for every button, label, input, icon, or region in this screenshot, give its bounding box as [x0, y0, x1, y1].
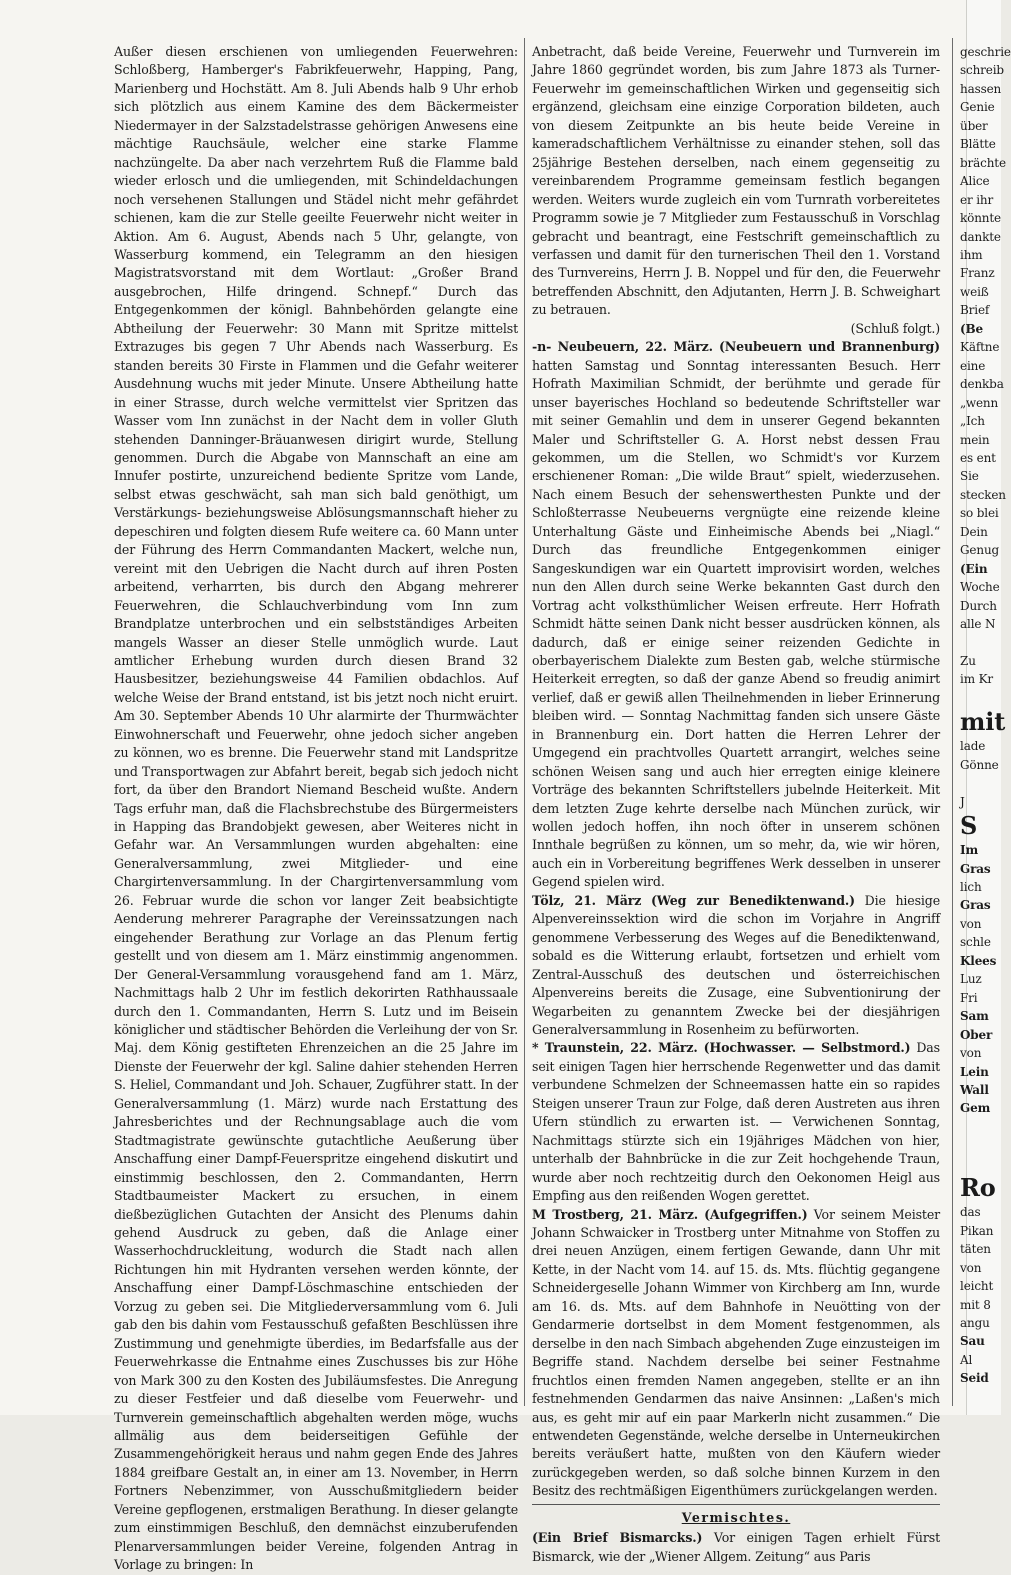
cropped-line: das	[960, 1205, 981, 1220]
cropped-line: denkba	[960, 377, 1004, 392]
body: Das seit einigen Tagen hier herrschende Regenwetter und das damit verbundene Schmelzen der Schneemassen hatte ein so rapides Steigen unserer Traun zur Folge, daß deren Austreten aus ihren Ufern stündlich zu erwarten ist. — Verwichenen Sonntag, Nachmittags stürzte sich ein 19jähriges Mädchen von hier, unterhalb der Bahnbrücke in die zur Zeit hochgehende Traun, wurde aber noch rechtzeitig durch den Oekonomen Heigl aus Empfing aus den reißenden Wogen gerettet.	[532, 1040, 940, 1204]
cropped-line: Ro	[960, 1173, 996, 1203]
cropped-line: Brief	[960, 303, 990, 318]
cropped-line	[960, 1136, 1000, 1154]
body: Vor einigen Tagen erhielt Fürst Bismarck, wie der „Wiener Allgem. Zeitung“ aus Paris	[532, 1530, 940, 1564]
body: Vor seinem Meister Johann Schwaicker in Trostberg unter Mitnahme von Stoffen zu drei neuen Anzügen, einem fertigen Gewande, dann Uhr mit Kette, in der Nacht vom 14. auf 15. ds. Mts. flüchtig gegangene Schneidergeselle Johann Wimmer von Kirchberg am Inn, wurde am 16. ds. Mts. auf dem Bahnhofe in Neuötting von der Gendarmerie dortselbst in dem Moment festgenommen, als derselbe in den nach Simbach abgehenden Zuge einzusteigen im Begriffe stand. Nachdem derselbe bei seiner Festnahme fruchtlos einen fremden Namen angegeben, stellte er an ihn festnehmenden Gendarmen das naive Ansinnen: „Laßen's mich aus, es geht mir auf ein paar Markerln nicht zusammen.“ Die entwendeten Gegenstände, welche derselbe in Unterneukirchen bereits veräußert hatte, mußten von den Käufern wieder zurückgegeben werden, so daß solche binnen Kurzem in den Besitz des rechtmäßigen Eigenthümers zurückgelangen werden.	[532, 1206, 941, 1499]
cropped-line: Sam	[960, 1009, 989, 1024]
cropped-line: (Be	[960, 321, 984, 336]
cropped-line: „wenn	[960, 395, 999, 410]
column-rule	[952, 38, 953, 1406]
subtitle: (Hochwasser. — Selbstmord.)	[703, 1040, 911, 1056]
cropped-line: Wall	[960, 1083, 989, 1098]
cropped-line: Franz	[960, 266, 995, 281]
subtitle: (Weg zur Benediktenwand.)	[650, 892, 855, 908]
section-divider	[532, 1504, 940, 1505]
cropped-line: könnte	[960, 211, 1001, 226]
cropped-line: Gönne	[960, 757, 999, 772]
cropped-line: mein	[960, 432, 990, 447]
section-heading-misc: Vermischtes.	[681, 1509, 791, 1525]
dateline: * Traunstein, 22. März.	[532, 1040, 698, 1056]
cropped-line: Blätte	[960, 137, 996, 152]
cropped-line: Genug	[960, 543, 1000, 558]
cropped-line: dankte	[960, 229, 1001, 244]
cropped-line: Sie	[960, 469, 979, 484]
article-trostberg	[532, 1206, 940, 1501]
cropped-line: Sau	[960, 1334, 985, 1349]
cropped-line: Durch	[960, 598, 997, 613]
cropped-line: lich	[960, 880, 982, 895]
cropped-line: eine	[960, 358, 986, 373]
cropped-line: (Ein	[960, 561, 988, 576]
cropped-line: so blei	[960, 506, 999, 521]
subtitle: (Neubeuern und Brannenburg)	[718, 339, 940, 355]
dateline: M Trostberg, 21. März.	[532, 1206, 698, 1222]
body: hatten Samstag und Sonntag interessanten Besuch. Herr Hofrath Maximilian Schmidt, der berühmte und gerade für unser bayerisches Hochland so bedeutende Schriftsteller war mit seiner Gemahlin und dem in unserer Gegend bekannten Maler und Schriftsteller G. A. Horst nebst dessen Frau gekommen, um die Stellen, wo Schmidt's vor Kurzem erschienener Roman: „Die wilde Braut“ spielt, wiederzusehen. Nach einem Besuch der sehenswerthesten Punkte und der Schloßterrasse Neubeuerns vergnügte eine reizende kleine Unterhaltung Gäste und Einheimische Abends bei „Niagl.“ Durch das freundliche Entgegenkommen einiger Sangeskundigen war ein Quartett improvisirt worden, welches nun den Allen durch seine Werke bekannten Gast durch den Vortrag acht volksthümlicher Weisen erfreute. Herr Hofrath Schmidt hätte seinen Dank nicht besser ausdrücken können, als dadurch, daß er einige seiner reizenden Gedichte in oberbayerischem Dialekte zum Besten gab, welche stürmische Heiterkeit erregten, so daß der ganze Abend so freudig animirt verlief, daß er gewiß allen Theilnehmenden in lieber Erinnerung bleiben wird. — Sonntag Nachmittag fanden sich unsere Gäste in Brannenburg ein. Dort hatten die Herren Lehrer der Umgegend ein prachtvolles Quartett arrangirt, welches seine schönen Weisen sang und auch hier erregten einige kleinere Vorträge des bekannten Schriftstellers jubelnde Heiterkeit. Mit dem letzten Zuge kehrte derselbe nach München zurück, wir wollen jedoch hoffen, ihn noch öfter in unserem schönen Innthale begrüßen zu können, um so mehr, da, wie wir hören, auch ein in Vorbereitung begriffenes Werk desselben in unserer Gegend spielen wird.	[532, 357, 940, 890]
cropped-line: von	[960, 916, 982, 931]
subtitle: (Ein Brief Bismarcks.)	[532, 1530, 703, 1546]
to-be-continued: (Schluß folgt.)	[850, 320, 940, 336]
cropped-line: alle N	[960, 617, 996, 632]
cropped-line: stecken	[960, 487, 1006, 502]
cropped-line: geschrie	[960, 45, 1011, 59]
article-neubeuern	[532, 338, 940, 892]
column-right-cropped	[960, 43, 1011, 1388]
cropped-line: Im	[960, 843, 979, 858]
cropped-line	[960, 774, 1000, 792]
cropped-line: Al	[960, 1352, 973, 1367]
cropped-line: von	[960, 1046, 982, 1061]
cropped-line: leicht	[960, 1279, 994, 1294]
cropped-line: hassen	[960, 81, 1002, 96]
cropped-line: Dein	[960, 524, 988, 539]
column-middle	[532, 43, 940, 1566]
cropped-line: er ihr	[960, 192, 994, 207]
cropped-line: J	[960, 794, 965, 809]
subtitle: (Aufgegriffen.)	[704, 1206, 808, 1222]
cropped-line: „Ich	[960, 414, 985, 429]
cropped-line	[960, 634, 1000, 652]
cropped-line: Lein	[960, 1064, 989, 1079]
fire-brigade-report: Außer diesen erschienen von umliegenden Feuerwehren: Schloßberg, Hamberger's Fabrikfeuerwehr, Happing, Pang, Marienberg und Hochstätt. Am 8. Juli Abends halb 9 Uhr erhob sich plötzlich aus einem Kamine des dem Bäckermeister Niedermayer in der Salzstadelstrasse gehörigen Anwesens eine mächtige Rauchsäule, welcher eine starke Flamme nachzüngelte. Da aber nach verzehrtem Ruß die Flamme bald wieder erlosch und die umliegenden, mit Schindeldachungen noch versehenen Stallungen und Städel nicht mehr gefährdet schienen, kam die zur Stelle geeilte Feuerwehr nicht weiter in Aktion. Am 6. August, Abends nach 5 Uhr, gelangte, von Wasserburg kommend, ein Telegramm an den hiesigen Magistratsvorstand mit dem Wortlaut: „Großer Brand ausgebrochen, Hilfe dringend. Schnepf.“ Durch das Entgegenkommen der königl. Bahnbehörden gelangte eine Abtheilung der Feuerwehr: 30 Mann mit Spritze mittelst Extrazuges bis gegen 7 Uhr Abends nach Wasserburg. Es standen bereits 30 Firste in Flammen und die Gefahr weiterer Ausdehnung wuchs mit jeder Minute. Unsere Abtheilung hatte in einer Strasse, durch welche vermittelst vier Spritzen das Wasser vom Inn zunächst in der Nacht dem in voller Gluth stehenden Danninger-Bräuanwesen dirigirt wurde, Stellung genommen. Durch die Abgabe von Mannschaft an eine am Innufer postirte, unzureichend bediente Spritze vom Lande, selbst etwas geschwächt, sah man sich bald genöthigt, um Verstärkungs- beziehungsweise Ablösungsmannschaft hieher zu depeschiren und folgten diesem Rufe weitere ca. 60 Mann unter der Führung des Herrn Commandanten Mackert, welche nun, vereint mit den Uebrigen die Nacht durch auf ihren Posten arbeitend, verharrten, bis durch den Abgang mehrerer Feuerwehren, die Schlauchverbindung vom Inn zum Brandplatze unterbrochen und ein selbstständiges Arbeiten mangels Wasser an dieser Stelle unmöglich wurde. Laut amtlicher Erhebung wurden durch diesen Brand 32 Hausbesitzer, beziehungsweise 44 Familien obdachlos. Auf welche Weise der Brand entstand, ist bis jetzt noch nicht eruirt. Am 30. September Abends 10 Uhr alarmirte der Thurmwächter Einwohnerschaft und Feuerwehr, ohne jedoch sicher angeben zu können, wo es brenne. Die Feuerwehr stand mit Landspritze und Transportwagen zur Abfahrt bereit, begab sich jedoch nicht fort, da über den Brandort Niemand Bescheid wußte. Andern Tags erfuhr man, daß die Flachsbrechstube des Bürgermeisters in Happing das Brandobjekt gewesen, aber Weiteres nicht in Gefahr war. An Versammlungen wurden abgehalten: eine Generalversammlung, zwei Mitglieder- und eine Chargirtenversammlung. In der Chargirtenversammlung vom 26. Februar wurde die schon vor langer Zeit beabsichtigte Aenderung mehrerer Paragraphe der Vereinssatzungen nach eingehender Berathung zur Vorlage an das Plenum fertig gestellt und von diesem am 1. März einstimmig angenommen. Der General-Versammlung vorausgehend fand am 1. März, Nachmittags halb 2 Uhr im festlich dekorirten Rathhaussaale durch den 1. Commandanten, Herrn S. Lutz und im Beisein königlicher und städtischer Behörden die Verleihung der von Sr. Maj. dem König gestifteten Ehrenzeichen an die 25 Jahre im Dienste der Feuerwehr der kgl. Saline dahier stehenden Herren S. Heliel, Commandant und Joh. Schauer, Zugführer statt. In der Generalversammlung (1. März) wurde nach Erstattung des Jahresberichtes und der Rechnungsablage auch die vom Stadtmagistrate gewünschte gutachtliche Aeußerung über Anschaffung einer Dampf-Feuerspritze eingehend diskutirt und einstimmig beschlossen, den 2. Commandanten, Herrn Stadtbaumeister Mackert zu ersuchen, in einem dießbezüglichen Gutachten der Ansicht des Plenums dahin gehend Ausdruck zu geben, daß die Anlage einer Wasserhochdruckleitung, wodurch die Stadt nach allen Richtungen hin mit Hydranten versehen werden könnte, der Anschaffung einer Dampf-Löschmaschine entschieden der Vorzug zu geben sei. Die Mitgliederversammlung vom 6. Juli gab den bis dahin vom Festausschuß gefaßten Beschlüssen ihre Zustimmung und genehmigte überdies, im Bedarfsfalle aus der Feuerwehrkasse die Entnahme eines Zuschusses bis zur Höhe von Mark 300 zu den Kosten des Jubiläumsfestes. Die Anregung zu dieser Festfeier und daß dieselbe vom Feuerwehr- und Turnverein gemeinschaftlich abgehalten werden möge, wuchs allmälig aus dem beiderseitigen Gefühle der Zusammengehörigkeit heraus und nahm gegen Ende des Jahres 1884 greifbare Gestalt an, in einer am 13. November, in Herrn Fortners Nebenzimmer, von Ausschußmitgliedern beider Vereine gepflogenen, erstmaligen Berathung. In dieser gelangte zum einstimmigen Beschluß, den demnächst einzuberufenden Plenarversammlungen beider Vereine, folgenden Antrag in Vorlage zu bringen: In	[114, 44, 518, 1573]
article-traunstein	[532, 1039, 940, 1205]
cropped-line	[960, 1155, 1000, 1173]
cropped-line: Zu	[960, 653, 976, 668]
cropped-line: Gras	[960, 898, 991, 913]
cropped-line	[960, 1118, 1000, 1136]
cropped-line: von	[960, 1260, 982, 1275]
cropped-line: mit 8	[960, 1297, 991, 1312]
body: Die hiesige Alpenvereinssektion wird die schon im Vorjahre in Angriff genommene Verbesserung des Weges auf die Benediktenwand, sobald es die Witterung erlaubt, fortsetzen und erhielt vom Zentral-Ausschuß des deutschen und österreichischen Alpenvereins bereits die Zusage, eine Subventionirung der Wegarbeiten zu genanntem Zwecke bei der diesjährigen Generalversammlung in Rosenheim zu befürworten.	[532, 892, 941, 1038]
cropped-line	[960, 689, 1000, 707]
cropped-line: Klees	[960, 953, 997, 968]
cropped-line: Alice	[960, 174, 990, 189]
cropped-line: Gem	[960, 1101, 991, 1116]
cropped-line: im Kr	[960, 672, 993, 687]
dateline: Tölz, 21. März	[532, 892, 642, 908]
article-toelz	[532, 892, 940, 1040]
cropped-line: angu	[960, 1316, 990, 1330]
cropped-line: mit	[960, 707, 1006, 737]
dateline: -n- Neubeuern, 22. März.	[532, 339, 713, 355]
cropped-line: Genie	[960, 100, 995, 115]
jubilee-continuation: Anbetracht, daß beide Vereine, Feuerwehr und Turnverein im Jahre 1860 gegründet worden, bis zum Jahre 1873 als Turner-Feuerwehr im gemeinschaftlichen Wirken und gegenseitig sich ergänzend, gleichsam eine einzige Corporation bildeten, auch von diesem Zeitpunkte an bis heute beide Vereine in kameradschaftlichem Verhältnisse zu einander stehen, soll das 25jährige Bestehen derselben, nach einem gegenseitig zu vereinbarendem Programme gemeinsam festlich begangen werden. Weiters wurde zugleich ein vom Turnrath vorbereitetes Programm sowie je 7 Mitglieder zum Festausschuß in Vorschlag gebracht und beantragt, eine Festschrift gemeinschaftlich zu verfassen und damit für den turnerischen Theil den 1. Vorstand des Turnvereins, Herrn J. B. Noppel und für den, die Feuerwehr betreffenden Abschnitt, den Adjutanten, Herrn J. B. Schweighart zu betrauen.	[532, 44, 940, 318]
cropped-line: Ober	[960, 1027, 993, 1042]
cropped-line: Luz	[960, 972, 982, 987]
cropped-line: lade	[960, 739, 986, 754]
cropped-line: schle	[960, 935, 991, 950]
cropped-line: brächte	[960, 155, 1006, 170]
cropped-line: schreib	[960, 63, 1004, 78]
article-bismarck	[532, 1529, 940, 1566]
cropped-line: Käftne	[960, 340, 1000, 355]
cropped-line: Gras	[960, 861, 991, 876]
cropped-line: Seid	[960, 1371, 989, 1386]
cropped-line: täten	[960, 1242, 991, 1257]
cropped-line: Fri	[960, 990, 978, 1005]
cropped-line: weiß	[960, 284, 989, 299]
cropped-line: es ent	[960, 450, 996, 465]
cropped-line: Pikan	[960, 1223, 994, 1238]
cropped-line: Woche	[960, 580, 1000, 595]
column-left	[114, 43, 518, 1575]
column-rule	[524, 38, 525, 1406]
cropped-line: ihm	[960, 247, 983, 262]
cropped-line: über	[960, 118, 988, 133]
cropped-line: S	[960, 811, 978, 841]
